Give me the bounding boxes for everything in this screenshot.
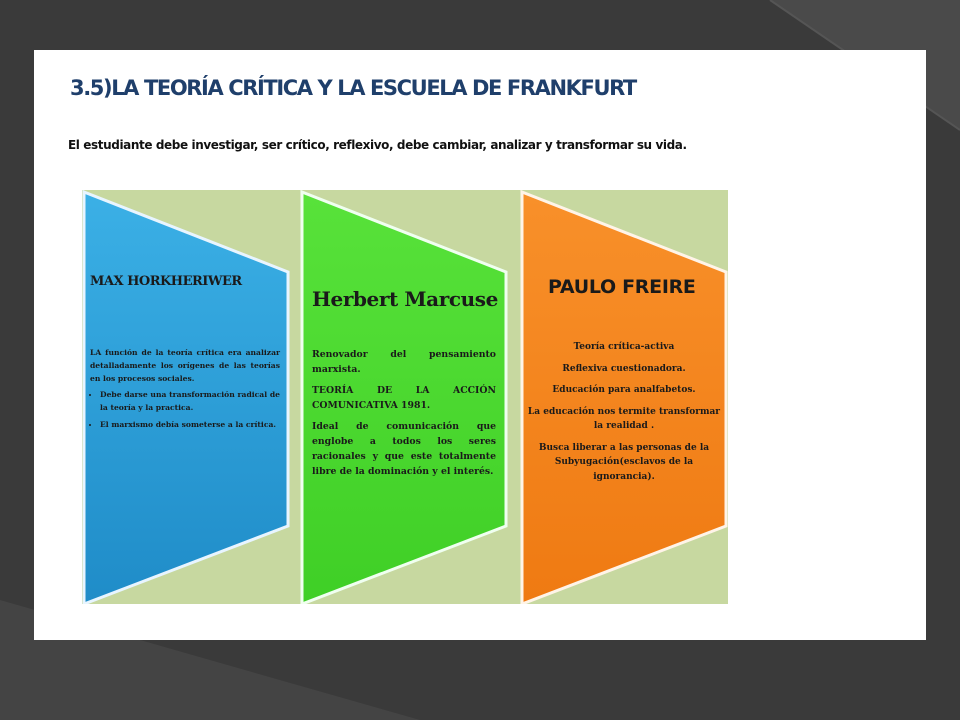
panel-text-freire bbox=[524, 340, 724, 491]
marcuse-paragraph: Ideal de comunicación que englobe a todos los seres racionales y que este totalmente libre de la dominación y el interés. bbox=[312, 421, 496, 477]
slide-panel bbox=[34, 50, 926, 640]
horkheimer-bullets bbox=[90, 388, 280, 431]
panel-heading-freire: PAULO FREIRE bbox=[548, 276, 696, 298]
list-item: La educación nos termite transformar la realidad . bbox=[527, 406, 721, 431]
panel-heading-marcuse: Herbert Marcuse bbox=[312, 287, 498, 311]
list-item: Busca liberar a las personas de la Subyugación(esclavos de la ignorancia). bbox=[538, 442, 710, 482]
list-item: Reflexiva cuestionadora. bbox=[562, 363, 686, 374]
slide-subtitle: El estudiante debe investigar, ser crítico, reflexivo, debe cambiar, analizar y transformar su vida. bbox=[68, 138, 687, 152]
horkheimer-intro: LA función de la teoría crítica era analizar detalladamente los orígenes de las teorías en los procesos sociales. bbox=[90, 348, 280, 383]
panel-text-horkheimer bbox=[90, 346, 280, 435]
list-item: Educación para analfabetos. bbox=[552, 385, 696, 395]
marcuse-paragraph: Renovador del pensamiento marxista. bbox=[312, 349, 496, 375]
panel-text-marcuse bbox=[312, 347, 496, 485]
list-item: • Debe darse una transformación radical de la teoría y la practica. bbox=[100, 388, 280, 414]
list-item: Teoría crítica-activa bbox=[573, 342, 675, 352]
list-item: • El marxismo debía someterse a la crítica. bbox=[100, 418, 280, 431]
panel-heading-horkheimer: MAX HORKHERIWER bbox=[90, 274, 242, 289]
marcuse-paragraph: TEORÍA DE LA ACCIÓN COMUNICATIVA 1981. bbox=[312, 385, 496, 411]
slide-title: 3.5)LA TEORÍA CRÍTICA Y LA ESCUELA DE FRANKFURT bbox=[70, 76, 636, 100]
